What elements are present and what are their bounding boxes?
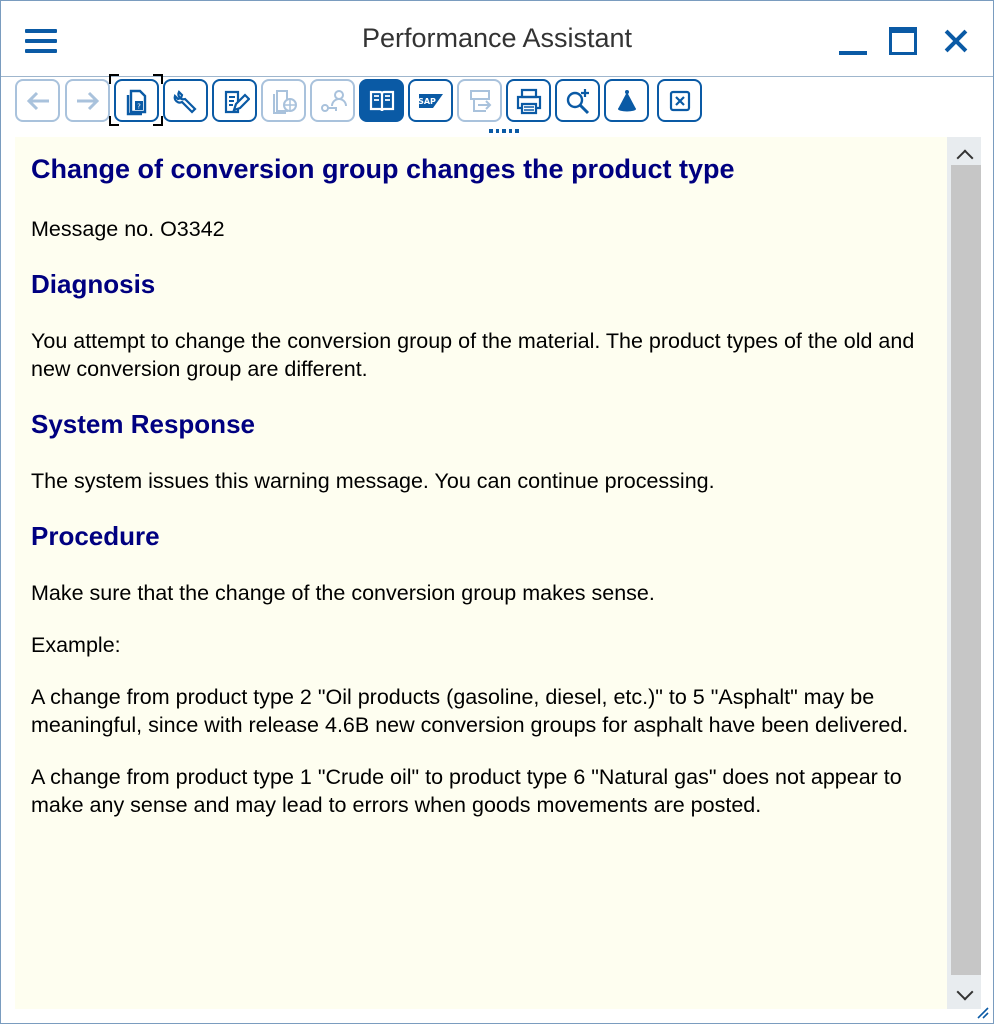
export-button[interactable] xyxy=(457,79,502,122)
message-number: Message no. O3342 xyxy=(31,217,225,241)
technical-info-button[interactable] xyxy=(604,79,649,122)
window-close-button[interactable] xyxy=(941,27,971,57)
minimize-button[interactable] xyxy=(839,27,869,57)
back-button[interactable] xyxy=(15,79,60,122)
procedure-example-label: Example: xyxy=(31,633,121,657)
procedure-text: Make sure that the change of the conversion group makes sense. xyxy=(31,581,655,605)
toolbar xyxy=(15,79,985,125)
printer-icon xyxy=(514,86,544,116)
web-document-icon xyxy=(269,86,299,116)
section-heading-procedure: Procedure xyxy=(31,521,160,551)
diagnosis-text: You attempt to change the conversion group of the material. The product types of the old and new conversion group are different. xyxy=(31,329,915,381)
help-document-button[interactable] xyxy=(114,79,159,122)
web-document-button[interactable] xyxy=(261,79,306,122)
section-heading-system-response: System Response xyxy=(31,409,255,439)
user-key-button[interactable] xyxy=(310,79,355,122)
scroll-thumb[interactable] xyxy=(951,165,981,975)
chevron-down-icon xyxy=(957,984,974,1001)
resize-grip-icon[interactable] xyxy=(975,1005,989,1019)
edit-document-icon xyxy=(220,86,250,116)
system-response-text: The system issues this warning message. You can continue processing. xyxy=(31,469,715,493)
export-icon xyxy=(465,86,495,116)
section-heading-diagnosis: Diagnosis xyxy=(31,269,156,299)
arrow-left-icon xyxy=(23,86,53,116)
maximize-button[interactable] xyxy=(889,27,917,55)
procedure-example-2: A change from product type 1 "Crude oil" to product type 6 "Natural gas" does not appear to make any sense and may lead to errors when goods movements are posted. xyxy=(31,765,902,817)
magnifier-plus-icon xyxy=(563,86,593,116)
sap-button[interactable] xyxy=(408,79,453,122)
vertical-scrollbar[interactable] xyxy=(949,137,981,1009)
svg-text:?: ? xyxy=(136,102,141,110)
forward-button[interactable] xyxy=(65,79,110,122)
find-button[interactable] xyxy=(555,79,600,122)
document-title: Change of conversion group changes the product type xyxy=(31,154,735,184)
svg-text:SAP: SAP xyxy=(417,96,436,106)
content-frame xyxy=(15,137,981,1009)
help-document-icon xyxy=(122,86,152,116)
open-book-icon xyxy=(367,86,397,116)
cone-icon xyxy=(612,86,642,116)
print-button[interactable] xyxy=(506,79,551,122)
settings-button[interactable] xyxy=(163,79,208,122)
splitter-handle[interactable] xyxy=(489,129,519,135)
procedure-example-1: A change from product type 2 "Oil products (gasoline, diesel, etc.)" to 5 "Asphalt" may be meaningful, since with release 4.6B new conversion groups for asphalt have been delivered. xyxy=(31,685,909,737)
user-key-icon xyxy=(318,86,348,116)
arrow-right-icon xyxy=(73,86,103,116)
window-title: Performance Assistant xyxy=(361,23,633,53)
chevron-up-icon xyxy=(957,150,974,167)
close-button[interactable] xyxy=(657,79,702,122)
close-box-icon xyxy=(665,86,695,116)
wrench-icon xyxy=(171,86,201,116)
book-button[interactable] xyxy=(359,79,404,122)
sap-logo-icon xyxy=(416,86,446,116)
document-content xyxy=(15,137,947,1009)
title-bar xyxy=(1,1,993,77)
edit-button[interactable] xyxy=(212,79,257,122)
